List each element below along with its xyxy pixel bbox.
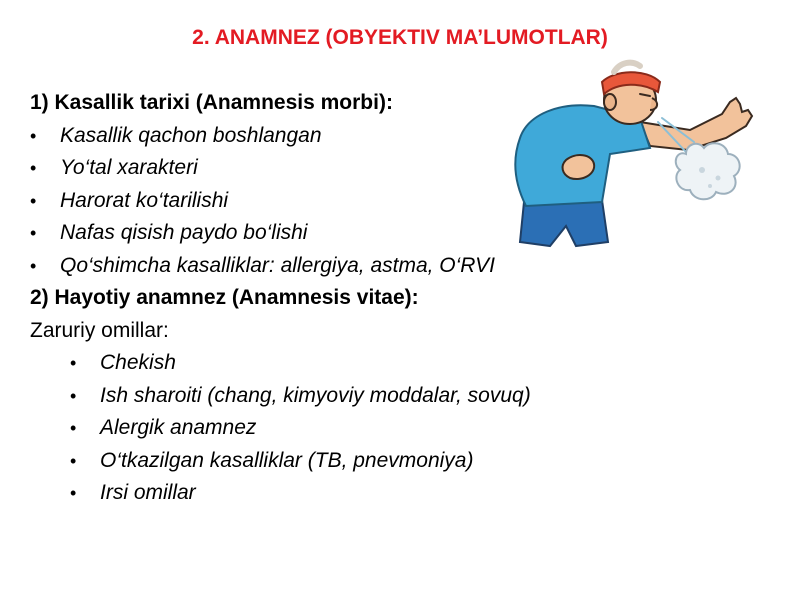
list-item: • Chekish: [30, 347, 770, 380]
list-item: • Kasallik qachon boshlangan: [30, 120, 770, 153]
cough-cloud-icon: [676, 143, 740, 199]
section-heading-anamnesis-vitae: 2) Hayotiy anamnez (Anamnesis vitae):: [30, 286, 419, 309]
list-item: • Yo‘tal xarakteri: [30, 152, 770, 185]
bullet-icon: •: [70, 353, 77, 373]
list-item: • Irsi omillar: [30, 477, 770, 510]
bullet-icon: •: [30, 190, 37, 211]
bullet-icon: •: [30, 158, 37, 178]
bullet-icon: •: [70, 483, 77, 503]
list-item: • Alergik anamnez: [30, 412, 770, 445]
list-item: • Qo‘shimcha kasalliklar: allergiya, astma, O‘RVI: [30, 250, 770, 283]
bullet-icon: •: [70, 450, 77, 471]
list-item: • Ish sharoiti (chang, kimyoviy moddalar, sovuq): [30, 380, 770, 413]
list-item: • Nafas qisish paydo bo‘lishi: [30, 217, 770, 250]
bullet-icon: •: [70, 418, 77, 438]
section-heading-anamnesis-morbi: 1) Kasallik tarixi (Anamnesis morbi):: [30, 91, 393, 114]
section-subheading: Zaruriy omillar:: [30, 318, 169, 342]
chest-hand-icon: [563, 155, 595, 179]
slide-title: 2. ANAMNEZ (OBYEKTIV MA’LUMOTLAR): [192, 26, 608, 49]
bullet-icon: •: [30, 223, 37, 243]
shorts-icon: [520, 200, 608, 246]
coughing-man-illustration: [490, 42, 780, 252]
bullet-icon: •: [70, 385, 77, 406]
list-item: • Harorat ko‘tarilishi: [30, 185, 770, 218]
list-item: • O‘tkazilgan kasalliklar (TB, pnevmoniya): [30, 445, 770, 478]
bullet-icon: •: [30, 255, 37, 276]
anamnesis-vitae-list: [30, 347, 770, 510]
bullet-icon: •: [30, 125, 37, 146]
